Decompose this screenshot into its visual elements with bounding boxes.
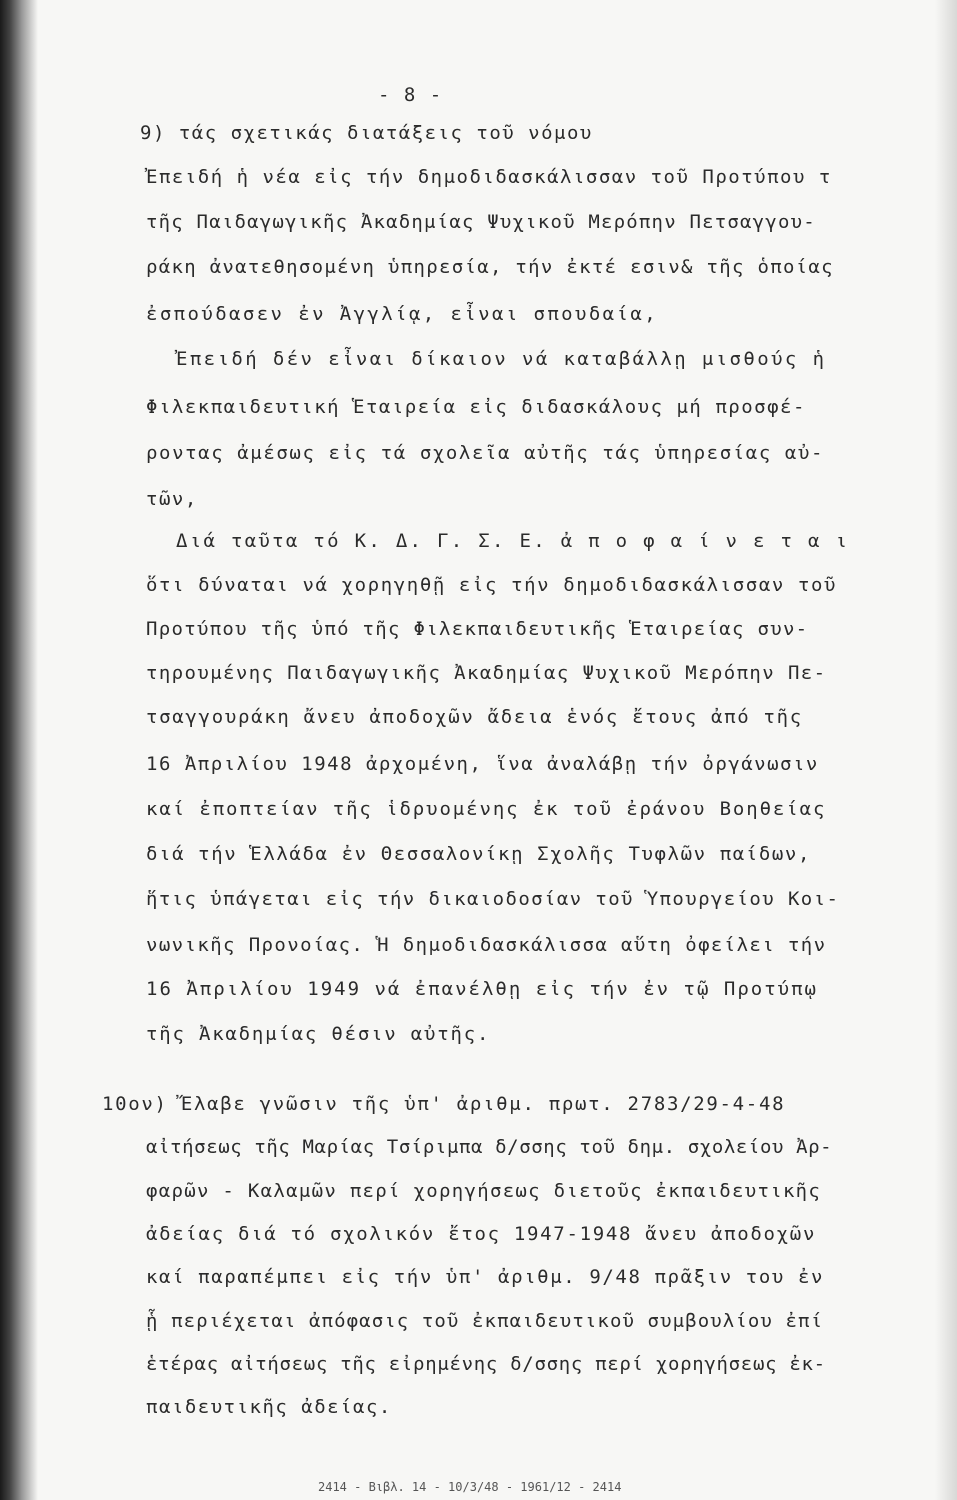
text-line: ἐσπούδασεν ἐν Ἀγγλίᾳ, εἶναι σπουδαία, [146,303,659,325]
text-line: 16 Ἀπριλίου 1948 ἀρχομένη, ἵνα ἀναλάβῃ τήν ὀργάνωσιν [146,753,819,775]
text-line: ἀδείας διά τό σχολικόν ἔτος 1947-1948 ἄνευ ἀποδοχῶν [146,1223,817,1245]
text-line: ροντας ἀμέσως εἰς τά σχολεῖα αὐτῆς τάς ὑπηρεσίας αὐ- [146,442,825,464]
text-line: τηρουμένης Παιδαγωγικῆς Ἀκαδημίας Ψυχικοῦ Μερόπην Πε- [146,662,827,684]
text-line: τῆς Παιδαγωγικῆς Ἀκαδημίας Ψυχικοῦ Μερόπην Πετσαγγου- [146,211,816,233]
text-line: καί παραπέμπει εἰς τήν ὑπ' ἀριθμ. 9/48 πρᾶξιν του ἐν [146,1266,825,1288]
text-line: Ἐπειδή ἡ νέα εἰς τήν δημοδιδασκάλισσαν τοῦ Προτύπου τ [146,166,832,188]
text-line: ράκη ἀνατεθησομένη ὑπηρεσία, τήν ἐκτέ εσιν& τῆς ὁποίας [146,256,834,278]
text-line: νωνικῆς Προνοίας. Ἡ δημοδιδασκάλισσα αὕτη ὀφείλει τήν [146,934,827,956]
item-10-heading: 10ον) Ἔλαβε γνῶσιν τῆς ὑπ' ἀριθμ. πρωτ. 2783/29-4-48 [102,1093,786,1115]
text-line: ἑτέρας αἰτήσεως τῆς εἰρημένης δ/σσης περί χορηγήσεως ἐκ- [146,1353,826,1375]
text-line: ὅτι δύναται νά χορηγηθῇ εἰς τήν δημοδιδασκάλισσαν τοῦ [146,574,838,596]
text-line: διά τήν Ἑλλάδα ἐν Θεσσαλονίκῃ Σχολῆς Τυφλῶν παίδων, [146,843,811,865]
text-line: Ἐπειδή δέν εἶναι δίκαιον νά καταβάλλῃ μισθούς ἡ [176,348,827,370]
text-line: τῶν, [146,488,198,510]
text-line: 9) τάς σχετικάς διατάξεις τοῦ νόμου [140,122,593,144]
text-line: ᾗ περιέχεται ἀπόφασις τοῦ ἐκπαιδευτικοῦ συμβουλίου ἐπί [146,1310,824,1332]
scan-shadow [0,0,38,1500]
decision-heading: Διά ταῦτα τό Κ. Δ. Γ. Σ. Ε. ἀ π ο φ α ί ν ε τ α ι [176,530,850,552]
text-line: ἥτις ὑπάγεται εἰς τήν δικαιοδοσίαν τοῦ Ὑπουργείου Κοι- [146,888,840,910]
page-edge [935,0,957,1500]
page-number: - 8 - [378,84,443,106]
text-line: τῆς Ἀκαδημίας θέσιν αὐτῆς. [146,1023,491,1045]
text-line: καί ἐποπτείαν τῆς ἱδρυομένης ἐκ τοῦ ἐράνου Βοηθείας [146,798,827,820]
text-line: παιδευτικῆς ἀδείας. [146,1396,392,1418]
text-line: τσαγγουράκη ἄνευ ἀποδοχῶν ἄδεια ἑνός ἔτους ἀπό τῆς [146,706,803,728]
text-line: αἰτήσεως τῆς Μαρίας Τσίριμπα δ/σσης τοῦ δημ. σχολείου Ἀρ- [146,1136,833,1158]
text-line: Προτύπου τῆς ὑπό τῆς Φιλεκπαιδευτικῆς Ἑταιρείας συν- [146,618,809,640]
text-line: 16 Ἀπριλίου 1949 νά ἐπανέλθῃ εἰς τήν ἐν τῷ Προτύπῳ [146,978,818,1000]
text-line: Φιλεκπαιδευτική Ἑταιρεία εἰς διδασκάλους μή προσφέ- [146,396,806,418]
text-line: φαρῶν - Καλαμῶν περί χορηγήσεως διετοῦς ἐκπαιδευτικῆς [146,1180,822,1202]
printer-stamp: 2414 - Βιβλ. 14 - 10/3/48 - 1961/12 - 2414 [318,1480,622,1494]
